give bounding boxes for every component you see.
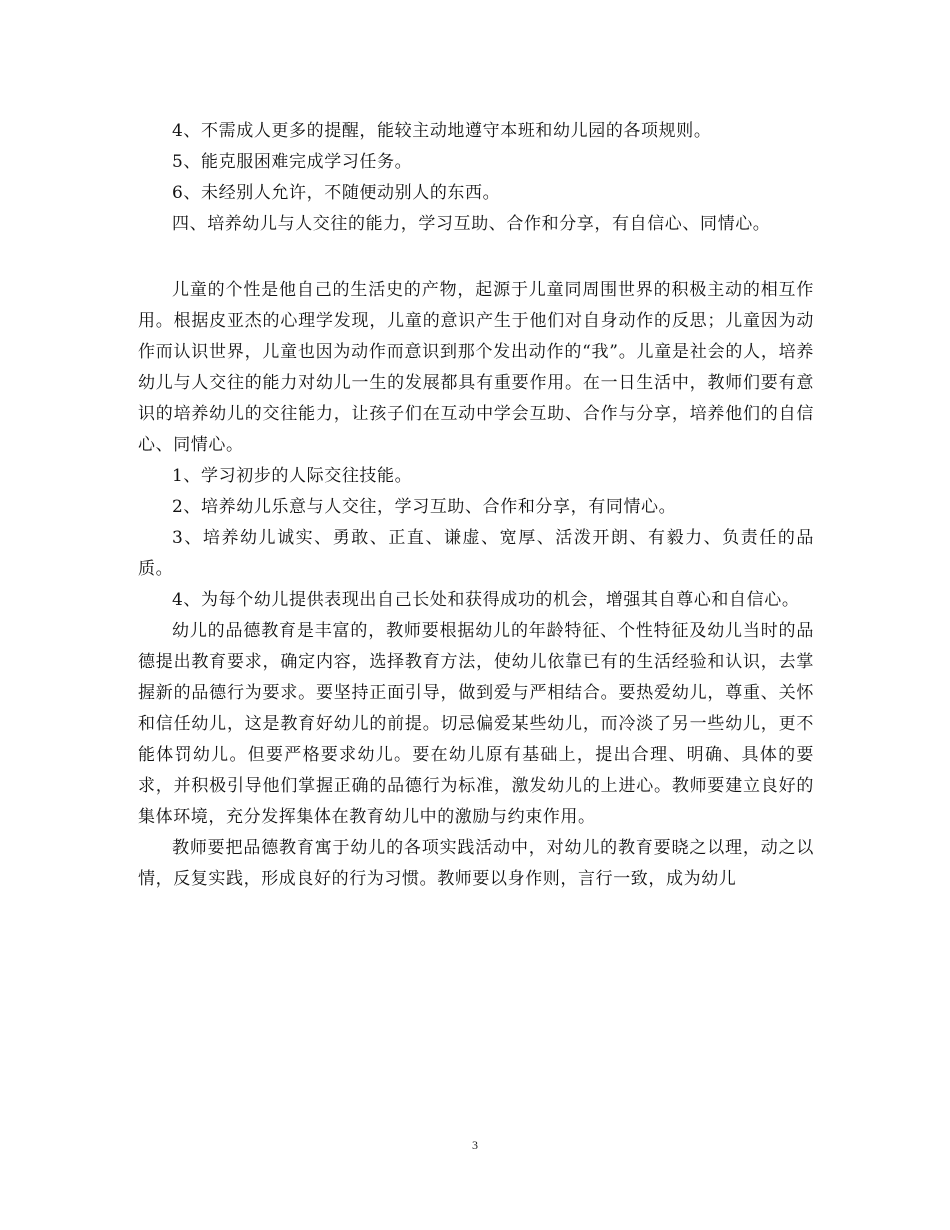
goal-item-3: 3、培养幼儿诚实、勇敢、正直、谦虚、宽厚、活泼开朗、有毅力、负责任的品质。 xyxy=(138,528,814,579)
goal-item-4: 4、为每个幼儿提供表现出自己长处和获得成功的机会，增强其自尊心和自信心。 xyxy=(172,590,800,610)
page-body xyxy=(138,116,814,895)
body-paragraph: 教师要把品德教育寓于幼儿的各项实践活动中，对幼儿的教育要晓之以理，动之以情，反复实践，形成良好的行为习惯。教师要以身作则，言行一致，成为幼儿 xyxy=(138,838,814,889)
body-paragraph: 幼儿的品德教育是丰富的，教师要根据幼儿的年龄特征、个性特征及幼儿当时的品德提出教育要求，确定内容，选择教育方法，使幼儿依靠已有的生活经验和认识，去掌握新的品德行为要求。要坚持正面引导，做到爱与严相结合。要热爱幼儿，尊重、关怀和信任幼儿，这是教育好幼儿的前提。切忌偏爱某些幼儿，而冷淡了另一些幼儿，更不能体罚幼儿。但要严格要求幼儿。要在幼儿原有基础上，提出合理、明确、具体的要求，并积极引导他们掌握正确的品德行为标准，激发幼儿的上进心。教师要建立良好的集体环境，充分发挥集体在教育幼儿中的激励与约束作用。 xyxy=(138,621,814,827)
goal-item-2: 2、培养幼儿乐意与人交往，学习互助、合作和分享，有同情心。 xyxy=(172,497,677,517)
rule-item-4: 4、不需成人更多的提醒，能较主动地遵守本班和幼儿园的各项规则。 xyxy=(172,121,712,141)
rule-item-6: 6、未经别人允许，不随便动别人的东西。 xyxy=(172,183,501,203)
goal-item-1: 1、学习初步的人际交往技能。 xyxy=(172,466,413,486)
rule-item-5: 5、能克服困难完成学习任务。 xyxy=(172,152,413,172)
section-heading-four: 四、培养幼儿与人交往的能力，学习互助、合作和分享，有自信心、同情心。 xyxy=(172,214,771,234)
paragraph-gap xyxy=(138,240,814,275)
page-number: 3 xyxy=(472,1138,478,1152)
body-paragraph: 儿童的个性是他自己的生活史的产物，起源于儿童同周围世界的积极主动的相互作用。根据皮亚杰的心理学发现，儿童的意识产生于他们对自身动作的反思；儿童因为动作而认识世界，儿童也因为动作而意识到那个发出动作的“我”。儿童是社会的人，培养幼儿与人交往的能力对幼儿一生的发展都具有重要作用。在一日生活中，教师们要有意识的培养幼儿的交往能力，让孩子们在互动中学会互助、合作与分享，培养他们的自信心、同情心。 xyxy=(138,280,814,455)
